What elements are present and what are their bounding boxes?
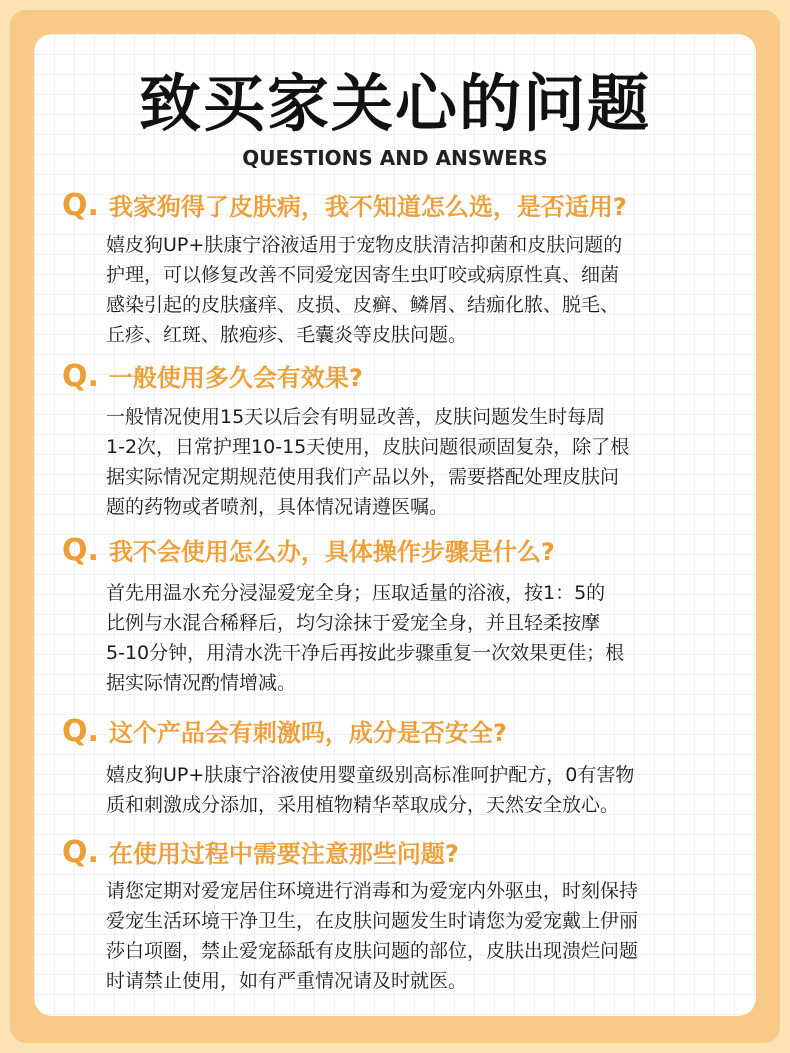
answer-line: 爱宠生活环境干净卫生，在皮肤问题发生时请您为爱宠戴上伊丽: [106, 910, 639, 932]
question-text: 我不会使用怎么办，具体操作步骤是什么?: [108, 538, 555, 566]
question-mark: Q.: [62, 359, 99, 394]
question-text: 我家狗得了皮肤病，我不知道怎么选，是否适用?: [108, 193, 627, 221]
answer-line: 丘疹、红斑、脓疱疹、毛囊炎等皮肤问题。: [106, 324, 468, 346]
question-mark: Q.: [62, 533, 99, 568]
question-mark: Q.: [62, 714, 99, 749]
answer-line: 护理，可以修复改善不同爱宠因寄生虫叮咬或病原性真、细菌: [106, 264, 620, 286]
answer-line: 1-2次，日常护理10-15天使用，皮肤问题很顽固复杂，除了根: [106, 436, 630, 458]
answer-3: [106, 578, 746, 698]
answer-line: 感染引起的皮肤瘙痒、皮损、皮癣、鳞屑、结痂化脓、脱毛、: [106, 294, 620, 316]
answer-4: [106, 760, 746, 820]
question-mark: Q.: [62, 188, 99, 223]
page-title: 致买家关心的问题: [138, 67, 651, 140]
answer-line: 首先用温水充分浸湿爱宠全身；压取适量的浴液，按1：5的: [106, 582, 606, 604]
question-4: [62, 714, 507, 754]
answer-1: [106, 230, 746, 350]
answer-line: 请您定期对爱宠居住环境进行消毒和为爱宠内外驱虫，时刻保持: [106, 880, 639, 902]
answer-line: 比例与水混合稀释后，均匀涂抹于爱宠全身，并且轻柔按摩: [106, 612, 601, 634]
answer-line: 质和刺激成分添加，采用植物精华萃取成分，天然安全放心。: [106, 794, 620, 816]
answer-line: 嬉皮狗UP+肤康宁浴液使用婴童级别高标准呵护配方，0有害物: [106, 764, 635, 786]
answer-line: 时请禁止使用，如有严重情况请及时就医。: [106, 970, 468, 992]
question-text: 在使用过程中需要注意那些问题?: [108, 840, 459, 868]
answer-2: [106, 402, 746, 522]
question-text: 一般使用多久会有效果?: [108, 364, 363, 392]
question-mark: Q.: [62, 835, 99, 870]
answer-line: 据实际情况酌情增减。: [106, 672, 297, 694]
question-1: [62, 188, 627, 228]
question-3: [62, 533, 555, 573]
page-subtitle: QUESTIONS AND ANSWERS: [242, 146, 548, 170]
question-2: [62, 359, 363, 399]
answer-line: 一般情况使用15天以后会有明显改善，皮肤问题发生时每周: [106, 406, 606, 428]
answer-5: [106, 876, 746, 996]
question-text: 这个产品会有刺激吗，成分是否安全?: [108, 719, 507, 747]
question-5: [62, 835, 459, 875]
answer-line: 莎白项圈，禁止爱宠舔舐有皮肤问题的部位，皮肤出现溃烂问题: [106, 940, 639, 962]
answer-line: 题的药物或者喷剂，具体情况请遵医嘱。: [106, 496, 449, 518]
answer-line: 5-10分钟，用清水洗干净后再按此步骤重复一次效果更佳；根: [106, 642, 625, 664]
answer-line: 嬉皮狗UP+肤康宁浴液适用于宠物皮肤清洁抑菌和皮肤问题的: [106, 234, 623, 256]
answer-line: 据实际情况定期规范使用我们产品以外，需要搭配处理皮肤问: [106, 466, 620, 488]
